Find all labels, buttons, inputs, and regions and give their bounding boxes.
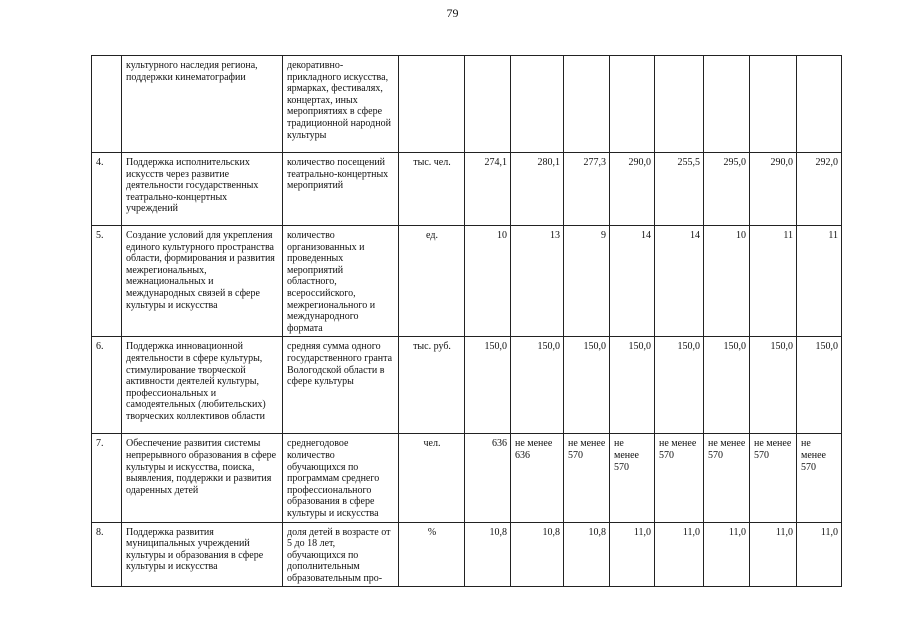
value-cell: 150,0: [511, 337, 564, 434]
value-cell: 14: [655, 226, 704, 337]
event-name: культурного наследия региона, поддержки кинематографии: [122, 56, 283, 153]
value-cell: 10,8: [511, 522, 564, 587]
value-cell: не менее 570: [704, 434, 750, 522]
value-cell: 11,0: [655, 522, 704, 587]
table-row: [92, 434, 842, 522]
value-cell: [610, 56, 655, 153]
value-cell: 290,0: [610, 153, 655, 226]
value-cell: [797, 56, 842, 153]
table-row: [92, 153, 842, 226]
event-name: Создание условий для укрепления единого культурного пространства области, формирования и развития межрегиональных, межнациональных и международных связей в сфере культуры и искусства: [122, 226, 283, 337]
table-row: [92, 522, 842, 587]
value-cell: 150,0: [655, 337, 704, 434]
unit-cell: чел.: [399, 434, 465, 522]
row-number: 8.: [92, 522, 122, 587]
value-cell: не менее 570: [564, 434, 610, 522]
value-cell: 150,0: [465, 337, 511, 434]
value-cell: не менее 636: [511, 434, 564, 522]
indicator-name: среднегодовое количество обучающихся по программам среднего профессионального образования в сфере культуры и искусства: [283, 434, 399, 522]
value-cell: 14: [610, 226, 655, 337]
value-cell: 9: [564, 226, 610, 337]
row-number: 4.: [92, 153, 122, 226]
indicator-name: доля детей в возрасте от 5 до 18 лет, обучающихся по дополнительным образовательным про-: [283, 522, 399, 587]
value-cell: 150,0: [750, 337, 797, 434]
indicator-name: количество посещений театрально-концертных мероприятий: [283, 153, 399, 226]
value-cell: 10,8: [564, 522, 610, 587]
value-cell: 11,0: [704, 522, 750, 587]
value-cell: 150,0: [564, 337, 610, 434]
value-cell: не менее 570: [655, 434, 704, 522]
unit-cell: [399, 56, 465, 153]
value-cell: 11: [797, 226, 842, 337]
value-cell: [704, 56, 750, 153]
value-cell: [750, 56, 797, 153]
value-cell: не менее 570: [610, 434, 655, 522]
indicator-name: средняя сумма одного государственного гранта Вологодской области в сфере культуры: [283, 337, 399, 434]
event-name: Обеспечение развития системы непрерывного образования в сфере культуры и искусства, поиска, выявления, поддержки и развития одаренных детей: [122, 434, 283, 522]
row-number: 6.: [92, 337, 122, 434]
value-cell: 292,0: [797, 153, 842, 226]
row-number: 5.: [92, 226, 122, 337]
value-cell: 10: [704, 226, 750, 337]
unit-cell: тыс. руб.: [399, 337, 465, 434]
value-cell: не менее 570: [750, 434, 797, 522]
table-row: [92, 56, 842, 153]
value-cell: 150,0: [610, 337, 655, 434]
unit-cell: ед.: [399, 226, 465, 337]
row-number: [92, 56, 122, 153]
value-cell: 280,1: [511, 153, 564, 226]
value-cell: 277,3: [564, 153, 610, 226]
value-cell: 274,1: [465, 153, 511, 226]
event-name: Поддержка развития муниципальных учреждений культуры и образования в сфере культуры и искусства: [122, 522, 283, 587]
table-row: [92, 226, 842, 337]
value-cell: 11: [750, 226, 797, 337]
event-name: Поддержка исполнительских искусств через развитие деятельности государственных театрально-концертных учреждений: [122, 153, 283, 226]
value-cell: 255,5: [655, 153, 704, 226]
value-cell: 11,0: [750, 522, 797, 587]
page-number: 79: [446, 6, 459, 20]
indicator-name: количество организованных и проведенных мероприятий областного, всероссийского, межрегионального и международного формата: [283, 226, 399, 337]
event-name: Поддержка инновационной деятельности в сфере культуры, стимулирование творческой активности деятелей культуры, профессиональных и самодеятельных (любительских) творческих коллективов области: [122, 337, 283, 434]
indicators-table: [91, 55, 842, 587]
value-cell: 13: [511, 226, 564, 337]
value-cell: [511, 56, 564, 153]
unit-cell: %: [399, 522, 465, 587]
value-cell: 10,8: [465, 522, 511, 587]
value-cell: [465, 56, 511, 153]
value-cell: 290,0: [750, 153, 797, 226]
value-cell: 11,0: [797, 522, 842, 587]
indicator-name: декоративно-прикладного искусства, ярмарках, фестивалях, концертах, иных мероприятиях в сфере традиционной народной культуры: [283, 56, 399, 153]
value-cell: не менее 570: [797, 434, 842, 522]
value-cell: 10: [465, 226, 511, 337]
row-number: 7.: [92, 434, 122, 522]
value-cell: 11,0: [610, 522, 655, 587]
value-cell: [655, 56, 704, 153]
value-cell: 150,0: [797, 337, 842, 434]
table-row: [92, 337, 842, 434]
value-cell: 636: [465, 434, 511, 522]
value-cell: 295,0: [704, 153, 750, 226]
value-cell: [564, 56, 610, 153]
value-cell: 150,0: [704, 337, 750, 434]
unit-cell: тыс. чел.: [399, 153, 465, 226]
